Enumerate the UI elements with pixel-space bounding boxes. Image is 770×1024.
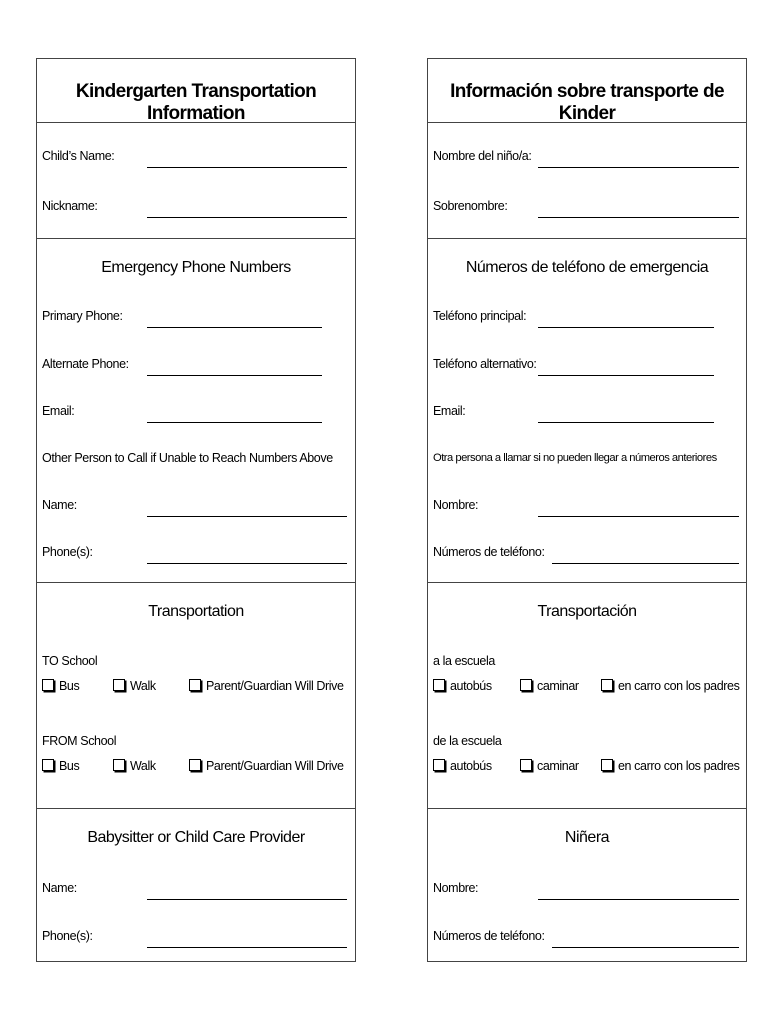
other-phones-label: Phone(s): xyxy=(42,545,93,559)
to-walk-option: caminar xyxy=(520,679,579,693)
primary-phone-line xyxy=(538,327,714,328)
from-parent-drive-option: en carro con los padres xyxy=(601,759,739,773)
from-walk-option: Walk xyxy=(113,759,156,773)
alternate-phone-line xyxy=(538,375,714,376)
title-section xyxy=(37,59,355,122)
babysitter-name-label: Name: xyxy=(42,881,77,895)
babysitter-phones-label: Phone(s): xyxy=(42,929,93,943)
babysitter-section xyxy=(428,808,746,962)
alternate-phone-label: Alternate Phone: xyxy=(42,357,129,371)
emergency-heading: Números de teléfono de emergencia xyxy=(465,259,709,276)
alternate-phone-label: Teléfono alternativo: xyxy=(433,357,537,371)
from-bus-option: Bus xyxy=(42,759,79,773)
from-school-label: FROM School xyxy=(42,734,117,748)
nickname-label: Nickname: xyxy=(42,199,98,213)
babysitter-phones-line xyxy=(552,947,739,948)
checkbox-icon xyxy=(601,759,613,771)
checkbox-icon xyxy=(189,679,201,691)
checkbox-icon xyxy=(520,679,532,691)
nickname-line xyxy=(538,217,739,218)
primary-phone-label: Primary Phone: xyxy=(42,309,123,323)
from-parent-drive-option: Parent/Guardian Will Drive xyxy=(189,759,344,773)
to-walk-option: Walk xyxy=(113,679,156,693)
other-person-label: Other Person to Call if Unable to Reach Numbers Above xyxy=(42,451,333,465)
primary-phone-label: Teléfono principal: xyxy=(433,309,527,323)
other-phones-line xyxy=(147,563,347,564)
transportation-section xyxy=(37,582,355,809)
transportation-heading: Transportación xyxy=(537,603,637,620)
form-title: Kindergarten Transportation Information xyxy=(75,81,317,124)
form-card-english xyxy=(36,58,356,962)
other-phones-label: Números de teléfono: xyxy=(433,545,545,559)
other-name-line xyxy=(147,516,347,517)
checkbox-icon xyxy=(42,759,54,771)
babysitter-name-label: Nombre: xyxy=(433,881,479,895)
child-name-label: Nombre del niño/a: xyxy=(433,149,532,163)
from-walk-option: caminar xyxy=(520,759,579,773)
from-bus-option: autobús xyxy=(433,759,492,773)
checkbox-icon xyxy=(189,759,201,771)
checkbox-icon xyxy=(113,679,125,691)
babysitter-section xyxy=(37,808,355,962)
to-parent-drive-option: Parent/Guardian Will Drive xyxy=(189,679,344,693)
email-line xyxy=(538,422,714,423)
child-name-line xyxy=(538,167,739,168)
babysitter-name-line xyxy=(147,899,347,900)
checkbox-icon xyxy=(42,679,54,691)
emergency-section xyxy=(428,238,746,583)
babysitter-phones-line xyxy=(147,947,347,948)
emergency-section xyxy=(37,238,355,583)
child-info-section xyxy=(37,122,355,239)
babysitter-name-line xyxy=(538,899,739,900)
email-label: Email: xyxy=(433,404,466,418)
to-parent-drive-option: en carro con los padres xyxy=(601,679,739,693)
checkbox-icon xyxy=(433,759,445,771)
emergency-heading: Emergency Phone Numbers xyxy=(101,259,291,276)
from-school-label: de la escuela xyxy=(433,734,502,748)
child-name-label: Child’s Name: xyxy=(42,149,115,163)
other-phones-line xyxy=(552,563,739,564)
other-name-line xyxy=(538,516,739,517)
primary-phone-line xyxy=(147,327,322,328)
child-name-line xyxy=(147,167,347,168)
form-card-spanish xyxy=(427,58,747,962)
checkbox-icon xyxy=(433,679,445,691)
babysitter-phones-label: Números de teléfono: xyxy=(433,929,545,943)
form-title: Información sobre transporte de Kinder xyxy=(450,81,724,124)
title-section xyxy=(428,59,746,122)
to-bus-option: autobús xyxy=(433,679,492,693)
transportation-section xyxy=(428,582,746,809)
checkbox-icon xyxy=(113,759,125,771)
nickname-label: Sobrenombre: xyxy=(433,199,508,213)
other-person-label: Otra persona a llamar si no pueden llegar a números anteriores xyxy=(433,452,717,464)
other-name-label: Name: xyxy=(42,498,77,512)
transportation-heading: Transportation xyxy=(148,603,244,620)
child-info-section xyxy=(428,122,746,239)
email-line xyxy=(147,422,322,423)
babysitter-heading: Babysitter or Child Care Provider xyxy=(87,829,305,846)
other-name-label: Nombre: xyxy=(433,498,479,512)
checkbox-icon xyxy=(601,679,613,691)
to-bus-option: Bus xyxy=(42,679,79,693)
to-school-label: a la escuela xyxy=(433,654,495,668)
alternate-phone-line xyxy=(147,375,322,376)
babysitter-heading: Niñera xyxy=(564,829,610,846)
to-school-label: TO School xyxy=(42,654,98,668)
email-label: Email: xyxy=(42,404,75,418)
checkbox-icon xyxy=(520,759,532,771)
nickname-line xyxy=(147,217,347,218)
